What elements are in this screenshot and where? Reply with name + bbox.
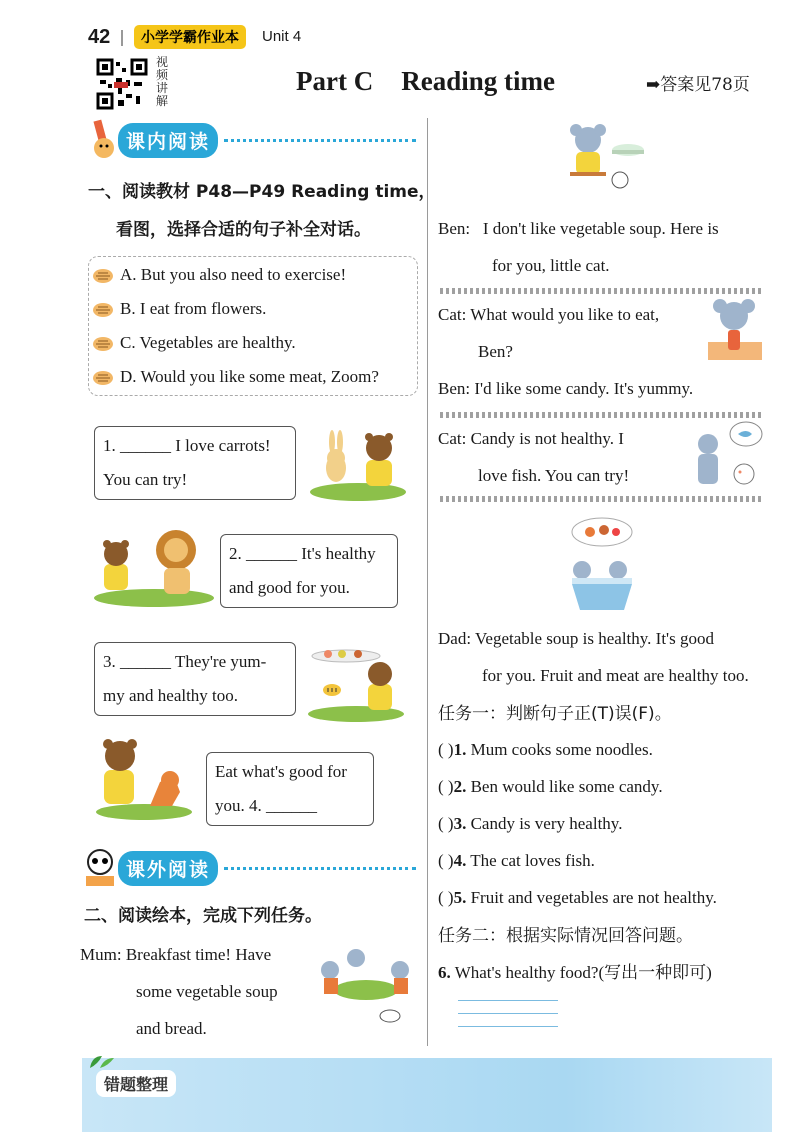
- error-notes-label: 错题整理: [96, 1070, 176, 1097]
- tf-item-1[interactable]: ( )1. Mum cooks some noodles.: [438, 740, 653, 759]
- speaker-dad: Dad:: [438, 629, 472, 648]
- dialog-dad: Dad: Vegetable soup is healthy. It's good for you. Fruit and meat are healthy too.: [438, 629, 749, 685]
- wavy-divider: [440, 496, 764, 502]
- series-badge: 小学学霸作业本: [134, 25, 246, 49]
- bee-bear-illustration: [306, 644, 406, 722]
- answer-reference: ➡答案见78页: [646, 75, 750, 95]
- speaker-ben: Ben:: [438, 219, 471, 238]
- pencil-cat-icon: [86, 118, 118, 162]
- dotted-line: [224, 867, 416, 870]
- tiger-icon: [92, 336, 114, 351]
- option-d: D. Would you like some meat, Zoom?: [92, 360, 416, 394]
- exercise-one-instruction-2: 看图，选择合适的句子补全对话。: [116, 220, 371, 240]
- exercise-two-instruction: 二、阅读绘本，完成下列任务。: [84, 906, 322, 926]
- tf-item-5[interactable]: ( )5. Fruit and vegetables are not healthy.: [438, 888, 717, 907]
- q3-line2: my and healthy too.: [103, 686, 239, 705]
- family-dinner-illustration: [566, 516, 638, 612]
- panda-reading-icon: [82, 846, 118, 890]
- bear-lion-illustration: [92, 524, 216, 608]
- q2-line1: 2. ______ It's healthy: [229, 544, 376, 563]
- koala-jar-illustration: [704, 294, 766, 364]
- koala-cat-fish-illustration: [690, 418, 766, 494]
- task-one-title: 任务一：判断句子正(T)误(F)。: [438, 704, 672, 724]
- section-header-out-class: [82, 846, 416, 890]
- bear-fox-illustration: [94, 736, 194, 822]
- question-6: 6. What's healthy food?(写出一种即可): [438, 963, 712, 982]
- q1-line1: 1. ______ I love carrots!: [103, 436, 271, 455]
- speech-bubble-q2: [220, 534, 398, 608]
- dialog-mum: Mum: Breakfast time! Have some vegetable soup and bread.: [80, 945, 278, 1038]
- rabbit-bear-illustration: [308, 424, 408, 502]
- tf-item-3[interactable]: ( )3. Candy is very healthy.: [438, 814, 623, 833]
- dialog-cat-1: Cat: What would you like to eat, Ben?: [438, 305, 660, 361]
- tf-item-2[interactable]: ( )2. Ben would like some candy.: [438, 777, 663, 796]
- section-label: 课内阅读: [118, 123, 218, 158]
- section-header-in-class: [86, 118, 416, 162]
- dialog-cat-2: Cat: Candy is not healthy. I love fish. You can try!: [438, 429, 630, 485]
- q1-line2: You can try!: [103, 470, 188, 489]
- error-notes-area: [82, 1058, 772, 1132]
- leaf-icon: [86, 1054, 116, 1070]
- answer-line[interactable]: [458, 988, 558, 1001]
- tiger-icon: [92, 302, 114, 317]
- koala-cat-illustration: [560, 116, 646, 196]
- speech-bubble-q1: [94, 426, 296, 500]
- tf-list: [438, 731, 778, 916]
- tiger-icon: [92, 268, 114, 283]
- answer-line[interactable]: [458, 1014, 558, 1027]
- exercise-one-instruction-1: 一、阅读教材 P48—P49 Reading time，: [88, 182, 436, 202]
- qr-code-icon[interactable]: [96, 58, 148, 110]
- answer-line[interactable]: [458, 1001, 558, 1014]
- page-number: 42: [88, 26, 111, 48]
- unit-label: Unit 4: [262, 28, 302, 45]
- option-a: A. But you also need to exercise!: [92, 258, 416, 292]
- dialog-ben-1: Ben: I don't like vegetable soup. Here is for you, little cat.: [438, 219, 719, 275]
- tiger-icon: [92, 370, 114, 385]
- column-divider: [427, 118, 428, 1046]
- speaker-mum: Mum:: [80, 945, 122, 964]
- q4-line1: Eat what's good for: [215, 762, 347, 781]
- header-divider: [121, 30, 123, 46]
- dialog-ben-2: Ben: I'd like some candy. It's yummy.: [438, 379, 694, 398]
- speaker-cat: Cat:: [438, 305, 467, 324]
- qr-label: 视频讲解: [156, 55, 169, 108]
- option-c: C. Vegetables are healthy.: [92, 326, 416, 360]
- family-table-illustration: [316, 944, 414, 1026]
- q4-line2: you. 4. ______: [215, 796, 317, 815]
- answer-lines[interactable]: [458, 988, 558, 1027]
- q2-line2: and good for you.: [229, 578, 350, 597]
- option-b: B. I eat from flowers.: [92, 292, 416, 326]
- dotted-line: [224, 139, 416, 142]
- options-list: [92, 258, 416, 394]
- page-title: Part C Reading time: [296, 66, 555, 96]
- q3-line1: 3. ______ They're yum-: [103, 652, 267, 671]
- task-two-title: 任务二：根据实际情况回答问题。: [438, 926, 693, 946]
- tf-item-4[interactable]: ( )4. The cat loves fish.: [438, 851, 595, 870]
- speech-bubble-q4: [206, 752, 374, 826]
- section-label: 课外阅读: [118, 851, 218, 886]
- speech-bubble-q3: [94, 642, 296, 716]
